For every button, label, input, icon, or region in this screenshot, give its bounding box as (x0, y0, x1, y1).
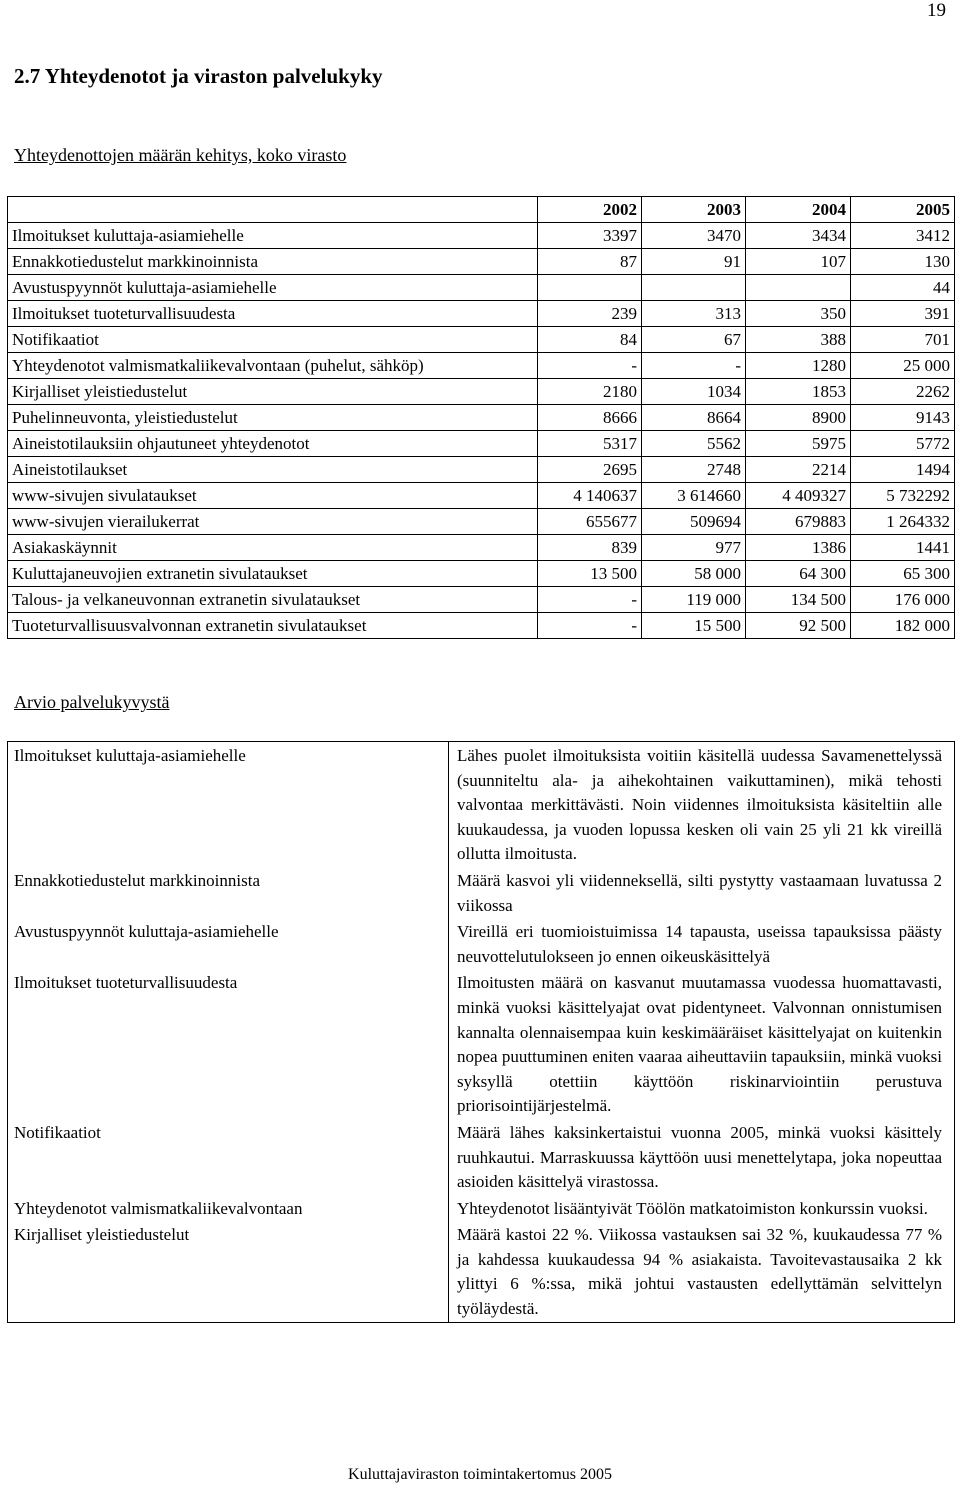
assessment-label: Kirjalliset yleistiedustelut (8, 1221, 449, 1322)
value-cell: 2748 (642, 457, 746, 483)
table-row (8, 431, 955, 457)
assessment-row (8, 918, 955, 969)
value-cell: 2262 (851, 379, 955, 405)
stats-subheading: Yhteydenottojen määrän kehitys, koko virasto (14, 145, 347, 165)
assessment-text: Määrä lähes kaksinkertaistui vuonna 2005, minkä vuoksi käsittely ruuhkautui. Marraskuussa käyttöön uusi menettelytapa, joka nopeuttaa asioiden käsittelyä virastossa. (449, 1119, 955, 1195)
value-cell: 1441 (851, 535, 955, 561)
assessment-text: Yhteydenotot lisääntyivät Töölön matkatoimiston konkurssin vuoksi. (449, 1195, 955, 1222)
value-cell (746, 275, 851, 301)
row-label: Ennakkotiedustelut markkinoinnista (8, 249, 538, 275)
value-cell: 655677 (538, 509, 642, 535)
assessment-row (8, 969, 955, 1119)
table-row (8, 353, 955, 379)
footer: Kuluttajaviraston toimintakertomus 2005 (348, 1466, 612, 1483)
year-header: 2003 (642, 197, 746, 223)
row-label: Ilmoitukset tuoteturvallisuudesta (8, 301, 538, 327)
row-label: Kuluttajaneuvojien extranetin sivulataukset (8, 561, 538, 587)
assessment-row (8, 1221, 955, 1322)
year-header: 2005 (851, 197, 955, 223)
value-cell: 5975 (746, 431, 851, 457)
value-cell: 87 (538, 249, 642, 275)
assessment-subheading: Arvio palvelukyvystä (14, 692, 170, 712)
table-row (8, 301, 955, 327)
value-cell: 67 (642, 327, 746, 353)
value-cell: 3 614660 (642, 483, 746, 509)
value-cell: 239 (538, 301, 642, 327)
value-cell: 182 000 (851, 613, 955, 639)
service-assessment-table (7, 741, 955, 1323)
assessment-label: Avustuspyynnöt kuluttaja-asiamiehelle (8, 918, 449, 969)
page-number: 19 (927, 0, 946, 21)
assessment-row (8, 1119, 955, 1195)
value-cell: 130 (851, 249, 955, 275)
table-row (8, 587, 955, 613)
value-cell (642, 275, 746, 301)
value-cell: 25 000 (851, 353, 955, 379)
value-cell: 8664 (642, 405, 746, 431)
assessment-label: Ilmoitukset tuoteturvallisuudesta (8, 969, 449, 1119)
value-cell: 15 500 (642, 613, 746, 639)
value-cell: 65 300 (851, 561, 955, 587)
row-label: Talous- ja velkaneuvonnan extranetin sivulataukset (8, 587, 538, 613)
table-row (8, 483, 955, 509)
assessment-label: Ennakkotiedustelut markkinoinnista (8, 867, 449, 918)
value-cell: 701 (851, 327, 955, 353)
value-cell: 176 000 (851, 587, 955, 613)
assessment-label: Ilmoitukset kuluttaja-asiamiehelle (8, 742, 449, 867)
row-label: Avustuspyynnöt kuluttaja-asiamiehelle (8, 275, 538, 301)
value-cell: 509694 (642, 509, 746, 535)
value-cell: 9143 (851, 405, 955, 431)
value-cell: 2695 (538, 457, 642, 483)
row-label: Aineistotilaukset (8, 457, 538, 483)
value-cell: 134 500 (746, 587, 851, 613)
assessment-row (8, 867, 955, 918)
table-row (8, 613, 955, 639)
value-cell: 679883 (746, 509, 851, 535)
value-cell: 92 500 (746, 613, 851, 639)
assessment-row (8, 742, 955, 867)
assessment-table-body (8, 742, 955, 1323)
row-label: Ilmoitukset kuluttaja-asiamiehelle (8, 223, 538, 249)
table-row (8, 509, 955, 535)
value-cell: 5772 (851, 431, 955, 457)
value-cell: 13 500 (538, 561, 642, 587)
table-row (8, 379, 955, 405)
value-cell: 3397 (538, 223, 642, 249)
value-cell: 5317 (538, 431, 642, 457)
value-cell: 91 (642, 249, 746, 275)
value-cell: 839 (538, 535, 642, 561)
table-row (8, 535, 955, 561)
assessment-text: Määrä kastoi 22 %. Viikossa vastauksen sai 32 %, kuukaudessa 77 % ja kahdessa kuukaudessa 94 % asiakaista. Tavoitevastausaika 2 kk ylittyi 6 %:ssa, mikä johtui vastausten edellyttämän selvittelyn työläydestä. (449, 1221, 955, 1322)
value-cell: 388 (746, 327, 851, 353)
value-cell: 4 140637 (538, 483, 642, 509)
value-cell: - (642, 353, 746, 379)
stats-table-body (8, 223, 955, 639)
header-empty-cell (8, 197, 538, 223)
value-cell (538, 275, 642, 301)
value-cell: 44 (851, 275, 955, 301)
table-row (8, 457, 955, 483)
assessment-text: Määrä kasvoi yli viidenneksellä, silti pystytty vastaamaan luvatussa 2 viikossa (449, 867, 955, 918)
value-cell: 1 264332 (851, 509, 955, 535)
value-cell: 64 300 (746, 561, 851, 587)
table-header-row (8, 197, 955, 223)
assessment-text: Lähes puolet ilmoituksista voitiin käsitellä uudessa Savamenettelyssä (suunniteltu ala- ja aihekohtainen vaikuttaminen), mikä tehosti valvontaa merkittävästi. Noin viidennes ilmoituksista käsiteltiin alle kuukaudessa, ja vuoden lopussa kesken oli vain 25 yli 21 kk vireillä ollutta ilmoitusta. (449, 742, 955, 867)
value-cell: 1386 (746, 535, 851, 561)
table-row (8, 405, 955, 431)
assessment-text: Vireillä eri tuomioistuimissa 14 tapausta, useissa tapauksissa päästy neuvottelutulokseen jo ennen oikeuskäsittelyä (449, 918, 955, 969)
year-header: 2002 (538, 197, 642, 223)
value-cell: 4 409327 (746, 483, 851, 509)
value-cell: 58 000 (642, 561, 746, 587)
section-heading: 2.7 Yhteydenotot ja viraston palvelukyky (14, 64, 383, 88)
assessment-label: Notifikaatiot (8, 1119, 449, 1195)
value-cell: 1853 (746, 379, 851, 405)
assessment-label: Yhteydenotot valmismatkaliikevalvontaan (8, 1195, 449, 1222)
value-cell: 1494 (851, 457, 955, 483)
value-cell: 8666 (538, 405, 642, 431)
value-cell: 107 (746, 249, 851, 275)
row-label: Kirjalliset yleistiedustelut (8, 379, 538, 405)
value-cell: 2180 (538, 379, 642, 405)
row-label: Puhelinneuvonta, yleistiedustelut (8, 405, 538, 431)
value-cell: 3412 (851, 223, 955, 249)
table-row (8, 223, 955, 249)
row-label: Asiakaskäynnit (8, 535, 538, 561)
year-header: 2004 (746, 197, 851, 223)
row-label: Aineistotilauksiin ohjautuneet yhteydenotot (8, 431, 538, 457)
value-cell: 5562 (642, 431, 746, 457)
contacts-statistics-table (7, 196, 955, 639)
value-cell: 119 000 (642, 587, 746, 613)
value-cell: 313 (642, 301, 746, 327)
row-label: www-sivujen vierailukerrat (8, 509, 538, 535)
row-label: Yhteydenotot valmismatkaliikevalvontaan (puhelut, sähköp) (8, 353, 538, 379)
value-cell: 84 (538, 327, 642, 353)
value-cell: - (538, 353, 642, 379)
value-cell: 350 (746, 301, 851, 327)
row-label: Notifikaatiot (8, 327, 538, 353)
value-cell: 5 732292 (851, 483, 955, 509)
table-row (8, 275, 955, 301)
assessment-text: Ilmoitusten määrä on kasvanut muutamassa vuodessa huomattavasti, minkä vuoksi käsittelyajat ovat pidentyneet. Valvonnan onnistumisen kannalta olennaisempaa kuin keskimääräiset käsittelyajat on kuitenkin nopea puuttuminen eniten vaaraa aiheuttaviin tapauksiin, minkä vuoksi syksyllä otettiin käyttöön riskinarviointiin perustuva priorisointijärjestelmä. (449, 969, 955, 1119)
value-cell: 2214 (746, 457, 851, 483)
table-row (8, 327, 955, 353)
row-label: Tuoteturvallisuusvalvonnan extranetin sivulataukset (8, 613, 538, 639)
table-row (8, 561, 955, 587)
value-cell: 977 (642, 535, 746, 561)
row-label: www-sivujen sivulataukset (8, 483, 538, 509)
value-cell: 3434 (746, 223, 851, 249)
value-cell: 1034 (642, 379, 746, 405)
value-cell: - (538, 613, 642, 639)
value-cell: - (538, 587, 642, 613)
value-cell: 1280 (746, 353, 851, 379)
value-cell: 391 (851, 301, 955, 327)
table-row (8, 249, 955, 275)
value-cell: 3470 (642, 223, 746, 249)
value-cell: 8900 (746, 405, 851, 431)
assessment-row (8, 1195, 955, 1222)
